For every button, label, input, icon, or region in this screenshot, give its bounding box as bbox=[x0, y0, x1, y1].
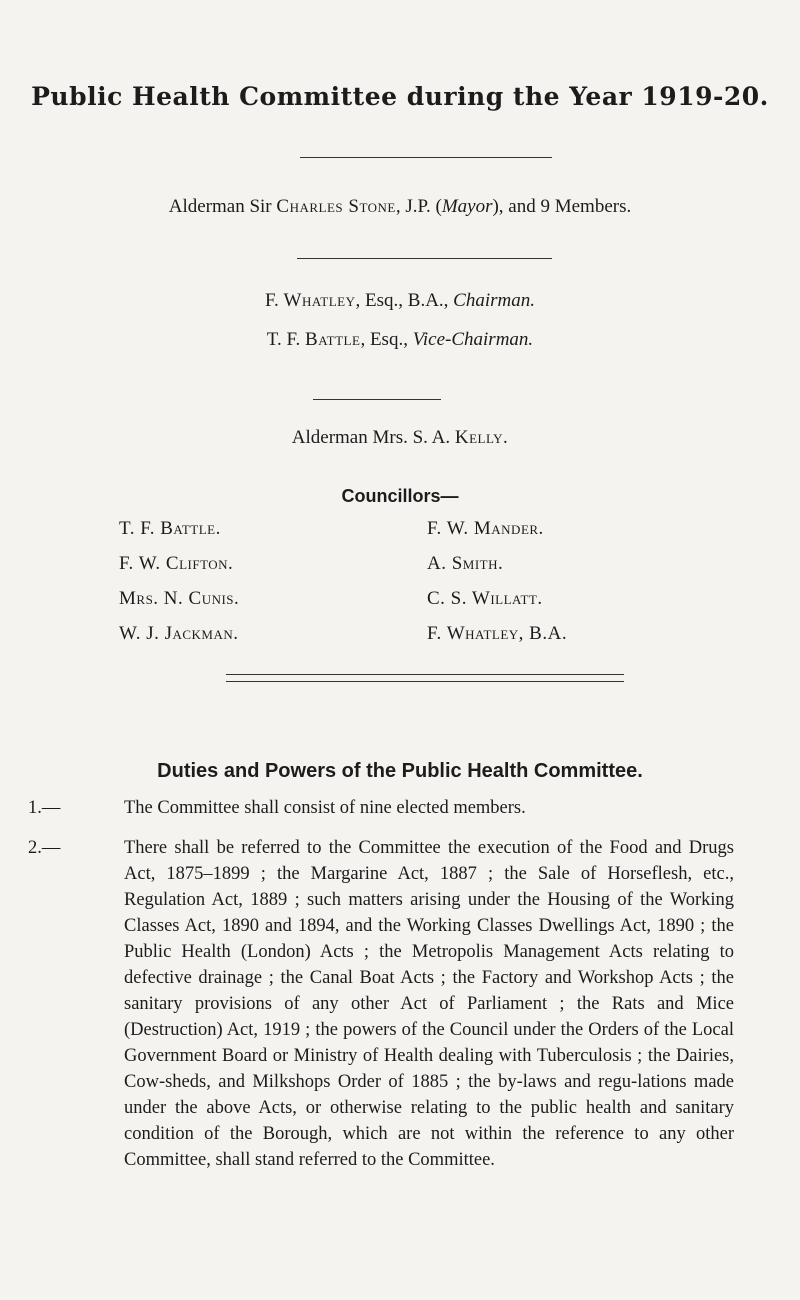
duties-heading: Duties and Powers of the Public Health Committee. bbox=[157, 760, 643, 782]
vice-chairman-role: Vice-Chairman. bbox=[412, 329, 534, 350]
divider bbox=[300, 157, 552, 158]
councillor-name: F. Whatley, B.A. bbox=[427, 623, 568, 644]
mayor-role: Mayor bbox=[441, 196, 493, 217]
vice-chairman-quals: , Esq., bbox=[360, 329, 413, 350]
double-divider bbox=[226, 674, 624, 682]
mayor-suffix: , J.P. ( bbox=[395, 196, 442, 217]
mayor-line bbox=[0, 196, 800, 218]
chairman-prefix: F. bbox=[264, 290, 279, 311]
mayor-end: ), and 9 Members. bbox=[492, 196, 632, 217]
councillors-heading: Councillors— bbox=[341, 486, 459, 506]
divider bbox=[297, 258, 552, 259]
vice-chairman-prefix: T. F. bbox=[266, 329, 301, 350]
mayor-name: Charles Stone bbox=[276, 196, 396, 217]
councillors-right-column bbox=[427, 518, 567, 658]
chairman-name: Whatley bbox=[283, 290, 356, 311]
chairman-line bbox=[0, 290, 800, 312]
duty-text: There shall be referred to the Committee the execution of the Food and Drugs Act, 1875–1899 ; the Margarine Act, 1887 ; the Sale of Horseflesh, etc., Regulation Act, 1889 ; such matters arising under the Housing of the Working Classes Act, 1890 and 1894, and the Working Classes Dwellings Act, 1890 ; the Public Health (London) Acts ; the Metropolis Management Acts relating to defective drainage ; the Canal Boat Acts ; the Factory and Workshop Acts ; the sanitary provisions of any other Act of Parliament ; the Rats and Mice (Destruction) Act, 1919 ; the powers of the Council under the Orders of the Local Government Board or Ministry of Health dealing with Tuberculosis ; the Dairies, Cow-sheds, and Milkshops Order of 1885 ; the by-laws and regu-lations made under the above Acts, or otherwise relating to the public health and sanitary condition of the Borough, which are not within the reference to any other Committee, shall stand referred to the Committee. bbox=[124, 838, 734, 1170]
vice-chairman-line bbox=[0, 329, 800, 351]
alderman-line bbox=[0, 427, 800, 449]
councillor-name: T. F. Battle. bbox=[119, 518, 221, 539]
alderman-name: Kelly. bbox=[454, 427, 509, 448]
duty-number: 1.— bbox=[28, 798, 61, 818]
duty-text: The Committee shall consist of nine elected members. bbox=[124, 798, 526, 818]
councillor-name: A. Smith. bbox=[427, 553, 504, 574]
councillor-name: F. W. Clifton. bbox=[119, 553, 234, 574]
duty-item bbox=[28, 835, 734, 1173]
councillor-name: Mrs. N. Cunis. bbox=[119, 588, 240, 609]
councillor-name: W. J. Jackman. bbox=[119, 623, 239, 644]
councillors-left-column bbox=[119, 518, 239, 658]
mayor-prefix: Alderman Sir bbox=[168, 196, 272, 217]
chairman-quals: , Esq., B.A., bbox=[355, 290, 454, 311]
vice-chairman-name: Battle bbox=[305, 329, 361, 350]
page-title: Public Health Committee during the Year 1919-20. bbox=[31, 82, 769, 111]
duty-item bbox=[28, 795, 734, 821]
chairman-role: Chairman. bbox=[453, 290, 535, 311]
councillor-name: C. S. Willatt. bbox=[427, 588, 543, 609]
duty-number: 2.— bbox=[28, 838, 61, 858]
councillor-name: F. W. Mander. bbox=[427, 518, 544, 539]
divider bbox=[313, 399, 441, 400]
alderman-prefix: Alderman Mrs. S. A. bbox=[291, 427, 451, 448]
